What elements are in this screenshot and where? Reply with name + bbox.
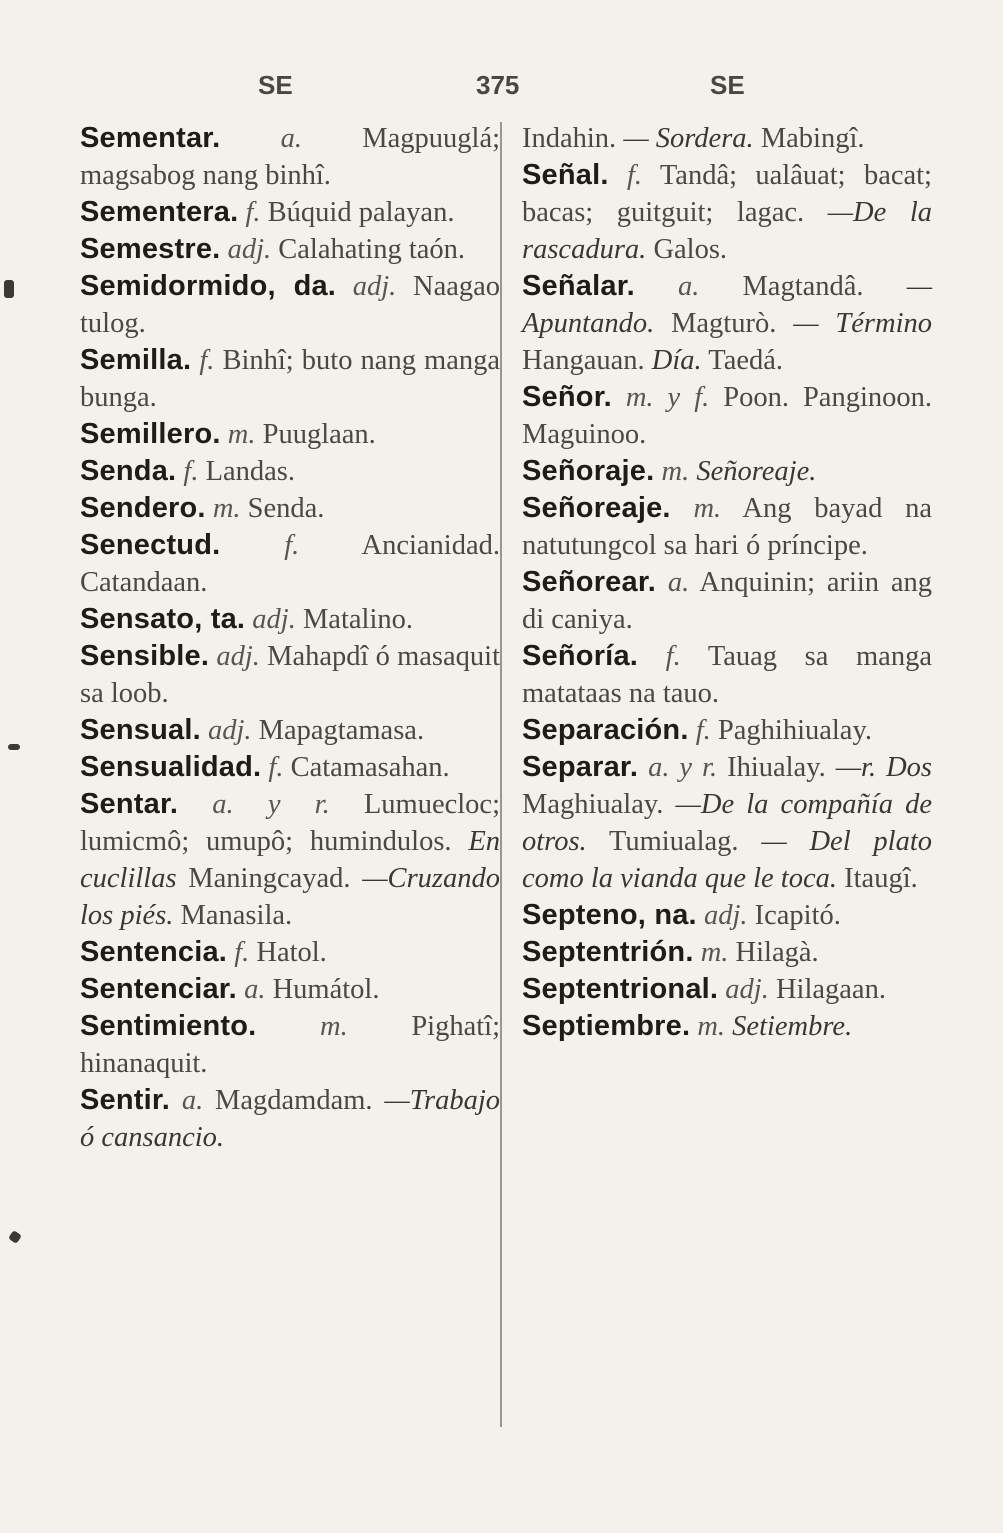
entry-headword: Señoreaje. (522, 492, 671, 524)
entry-definition: Lumuecloc; lumicmô; umupô; humindulos. (80, 789, 501, 857)
entry-headword: Septentrión. (522, 936, 694, 968)
entry-part-of-speech: adj. (703, 900, 748, 931)
entry-part-of-speech: a. (181, 1085, 204, 1116)
entry-subphrase: Señoreaje. (696, 456, 817, 487)
dictionary-entry (80, 453, 500, 490)
dictionary-entry (80, 490, 500, 527)
entry-definition: Poon. Panginoon. Maguinoo. (522, 382, 932, 450)
dictionary-entry (522, 897, 932, 934)
entry-headword: Separación. (522, 714, 689, 746)
dictionary-entry (80, 194, 500, 231)
entry-part-of-speech: a. (677, 271, 700, 302)
entry-part-of-speech: m. (700, 937, 729, 968)
entry-definition: Paghihiualay. (717, 715, 872, 746)
entry-headword: Sentimiento. (80, 1010, 257, 1042)
entry-headword: Senda. (80, 455, 177, 487)
page-header (0, 70, 1003, 110)
entry-part-of-speech: adj. (252, 604, 296, 635)
entry-subphrase: —Trabajo ó cansancio. (80, 1085, 501, 1153)
entry-headword: Señoraje. (522, 455, 655, 487)
entry-subdefinition: Tumiualag. (608, 826, 739, 857)
dictionary-entry (522, 379, 932, 453)
entry-subdefinition: Manasila. (180, 900, 293, 931)
entry-definition: Naagao tulog. (80, 271, 501, 339)
entry-part-of-speech: a. (280, 123, 303, 154)
entry-subdefinition: Maghiualay. (522, 789, 664, 820)
dictionary-entry (522, 749, 932, 897)
dictionary-entry (80, 712, 500, 749)
entry-definition: Catamasahan. (290, 752, 450, 783)
entry-part-of-speech: adj. (725, 974, 769, 1005)
entry-part-of-speech: f. (284, 530, 300, 561)
entry-subphrase: —Cruzando los piés. (80, 863, 501, 931)
scan-artifact (8, 744, 20, 750)
entry-headword: Semidormido, da. (80, 270, 337, 302)
right-column (522, 120, 932, 1045)
dictionary-entry (80, 1008, 500, 1082)
entry-subphrase: — Apuntando. (522, 271, 933, 339)
entry-part-of-speech: f. (199, 345, 215, 376)
entry-headword: Sensualidad. (80, 751, 262, 783)
entry-headword: Señalar. (522, 270, 635, 302)
entry-part-of-speech: f. (234, 937, 250, 968)
dictionary-entry (80, 1082, 500, 1156)
entry-subphrase: — Sordera. (623, 123, 754, 154)
entry-headword: Septiembre. (522, 1010, 691, 1042)
entry-headword: Sementera. (80, 196, 239, 228)
entry-definition: Ihiualay. (727, 752, 826, 783)
dictionary-entry (80, 527, 500, 601)
entry-definition: Calahating taón. (278, 234, 466, 265)
entry-definition: Hilagà. (735, 937, 819, 968)
dictionary-entry (80, 786, 500, 934)
entry-definition: Senda. (247, 493, 325, 524)
entry-headword: Señor. (522, 381, 612, 413)
entry-definition: Matalino. (302, 604, 413, 635)
entry-subphrase: —r. Dos (835, 752, 933, 783)
entry-subphrase: — Término (793, 308, 932, 339)
entry-subphrase: — Del plato como la vianda que le toca. (522, 826, 932, 894)
entry-definition: Pighatî; hinanaquit. (80, 1011, 501, 1079)
entry-part-of-speech: adj. (216, 641, 260, 672)
entry-subphrase: —De la compañía de otros. (522, 789, 932, 857)
entry-definition: Anquinin; ariin ang di caniya. (522, 567, 932, 635)
entry-part-of-speech: a. (667, 567, 690, 598)
dictionary-entry (80, 971, 500, 1008)
page-number: 375 (476, 70, 520, 100)
entry-part-of-speech: m. (693, 493, 722, 524)
entry-part-of-speech: a. y r. (212, 789, 330, 820)
entry-subdefinition: Taedá. (708, 345, 784, 376)
dictionary-entry (522, 453, 932, 490)
entry-definition: Humátol. (272, 974, 380, 1005)
entry-headword: Sendero. (80, 492, 206, 524)
entry-definition: Icapitó. (754, 900, 841, 931)
entry-definition: Landas. (205, 456, 296, 487)
entry-subphrase: —De la rascadura. (522, 197, 933, 265)
left-column (80, 120, 500, 1156)
scan-artifact (4, 280, 14, 298)
entry-subphrase: En cuclillas (80, 826, 500, 894)
entry-definition: Mahapdî ó masaquit sa loob. (80, 641, 501, 709)
entry-definition: Hilagaan. (775, 974, 886, 1005)
entry-headword: Semillero. (80, 418, 221, 450)
dictionary-entry (522, 268, 932, 379)
entry-part-of-speech: f. (183, 456, 199, 487)
dictionary-entry (80, 638, 500, 712)
entry-subdefinition: Maningcayad. (188, 863, 351, 894)
entry-definition: Binhî; buto nang manga bunga. (80, 345, 501, 413)
entry-definition: Ancianidad. Catandaan. (80, 530, 500, 598)
entry-headword: Señal. (522, 159, 609, 191)
entry-headword: Señoría. (522, 640, 639, 672)
dictionary-entry (80, 342, 500, 416)
dictionary-entry (522, 120, 932, 157)
entry-subdefinition: Magturò. (671, 308, 777, 339)
entry-headword: Semestre. (80, 233, 221, 265)
entry-headword: Señorear. (522, 566, 656, 598)
entry-headword: Septeno, na. (522, 899, 697, 931)
entry-headword: Sensato, ta. (80, 603, 246, 635)
entry-definition: Magpuuglá; magsabog nang binhî. (80, 123, 501, 191)
dictionary-entry (522, 157, 932, 268)
dictionary-entry (80, 416, 500, 453)
entry-headword: Sementar. (80, 122, 221, 154)
entry-part-of-speech: m. (697, 1011, 726, 1042)
entry-part-of-speech: f. (665, 641, 681, 672)
dictionary-entry (522, 1008, 932, 1045)
entry-part-of-speech: m. (661, 456, 690, 487)
entry-definition: Hatol. (256, 937, 327, 968)
entry-subdefinition: Itaugî. (844, 863, 918, 894)
entry-part-of-speech: f. (268, 752, 284, 783)
entry-part-of-speech: a. (244, 974, 266, 1005)
dictionary-entry (522, 490, 932, 564)
entry-part-of-speech: m. y f. (625, 382, 710, 413)
entry-definition: Magtandâ. (742, 271, 864, 302)
entry-part-of-speech: f. (695, 715, 711, 746)
entry-part-of-speech: m. (212, 493, 241, 524)
entry-part-of-speech: adj. (208, 715, 252, 746)
entry-part-of-speech: adj. (352, 271, 397, 302)
dictionary-entry (522, 712, 932, 749)
entry-subdefinition: Galos. (653, 234, 728, 265)
entry-definition: Búquid palayan. (267, 197, 455, 228)
dictionary-entry (80, 268, 500, 342)
header-left-guide-word: SE (258, 70, 293, 100)
entry-part-of-speech: f. (245, 197, 261, 228)
dictionary-entry (80, 231, 500, 268)
entry-part-of-speech: adj. (227, 234, 272, 265)
entry-headword: Separar. (522, 751, 639, 783)
entry-definition: Ang bayad na natutungcol sa hari ó príncipe. (522, 493, 932, 561)
dictionary-entry (522, 934, 932, 971)
entry-part-of-speech: f. (627, 160, 643, 191)
entry-part-of-speech: m. (227, 419, 256, 450)
column-divider (500, 122, 502, 1427)
entry-definition: Mapagtamasa. (258, 715, 425, 746)
entry-definition: Magdamdam. (215, 1085, 373, 1116)
entry-definition: Tandâ; ualâuat; bacat; bacas; guitguit; lagac. (522, 160, 932, 228)
entry-headword: Senectud. (80, 529, 221, 561)
entry-headword: Sensual. (80, 714, 201, 746)
entry-definition: Tauag sa manga matataas na tauo. (522, 641, 932, 709)
header-right-guide-word: SE (710, 70, 745, 100)
entry-part-of-speech: a. y r. (648, 752, 718, 783)
entry-subdefinition: Mabingî. (760, 123, 865, 154)
entry-definition: Puuglaan. (262, 419, 376, 450)
dictionary-entry (522, 564, 932, 638)
entry-headword: Semilla. (80, 344, 192, 376)
entry-headword: Sensible. (80, 640, 210, 672)
dictionary-entry (80, 934, 500, 971)
entry-subdefinition: Hangauan. (522, 345, 645, 376)
entry-subphrase: Setiembre. (732, 1011, 853, 1042)
entry-headword: Septentrional. (522, 973, 719, 1005)
entry-definition: Indahin. (522, 123, 617, 154)
entry-part-of-speech: m. (320, 1011, 348, 1042)
entry-headword: Sentir. (80, 1084, 171, 1116)
entry-subphrase: Día. (651, 345, 702, 376)
entry-headword: Sentenciar. (80, 973, 237, 1005)
dictionary-entry (522, 638, 932, 712)
dictionary-entry (80, 601, 500, 638)
scan-artifact (8, 1230, 22, 1244)
dictionary-entry (80, 749, 500, 786)
dictionary-entry (80, 120, 500, 194)
dictionary-entry (522, 971, 932, 1008)
entry-headword: Sentencia. (80, 936, 228, 968)
entry-headword: Sentar. (80, 788, 179, 820)
